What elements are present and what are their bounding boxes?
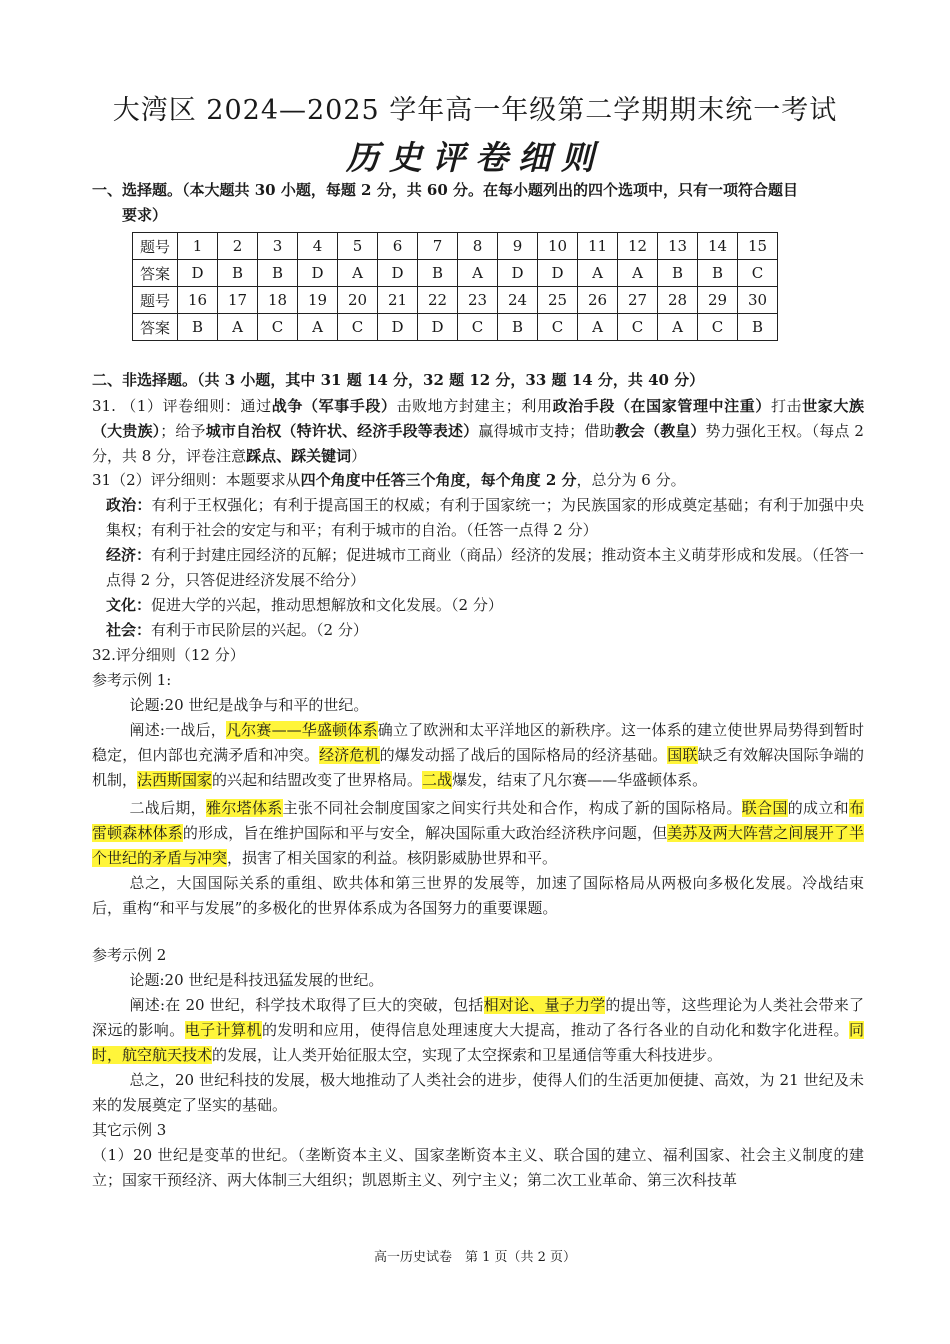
question-number-cell: 10 [538,233,578,260]
question-number-cell: 3 [258,233,298,260]
question-number-cell: 11 [578,233,618,260]
answer-option-cell: D [418,314,458,341]
exam-title: 大湾区 2024—2025 学年高一年级第二学期期末统一考试 [112,95,838,126]
answer-option-cell: D [298,260,338,287]
question-number-cell: 29 [698,287,738,314]
answer-option-cell: D [498,260,538,287]
answer-option-cell: A [338,260,378,287]
answer-option-cell: D [378,314,418,341]
culture-criteria: 文化：促进大学的兴起，推动思想解放和文化发展。（2 分） [106,596,503,614]
example3-label: 其它示例 3 [92,1121,167,1139]
answer-option-cell: A [218,314,258,341]
answer-option-cell: B [658,260,698,287]
economy-criteria: 经济：有利于封建庄园经济的瓦解；促进城市工商业（商品）经济的发展；推动资本主义萌芽形成和发展。（任答一点得 2 分，只答促进经济发展不给分） [106,546,864,589]
row-label: 题号 [133,287,178,314]
question-number-cell: 6 [378,233,418,260]
row-label: 题号 [133,233,178,260]
answer-option-cell: C [538,314,578,341]
answer-option-cell: C [258,314,298,341]
example1-para2: 二战后期，雅尔塔体系主张不同社会制度国家之间实行共处和合作，构成了新的国际格局。联合国的成立和布雷顿森林体系的形成，旨在维护国际和平与安全，解决国际重大政治经济秩序问题，但美苏及两大阵营之间展开了半个世纪的矛盾与冲突，损害了相关国家的利益。核阴影威胁世界和平。 [92,799,864,867]
answer-option-cell: A [658,314,698,341]
question-number-cell: 20 [338,287,378,314]
answer-option-cell: B [218,260,258,287]
q32-rubric [92,643,864,1193]
society-criteria: 社会：有利于市民阶层的兴起。（2 分） [106,621,368,639]
answer-option-cell: B [738,314,778,341]
question-number-cell: 22 [418,287,458,314]
question-number-cell: 4 [298,233,338,260]
example2-para2: 总之，20 世纪科技的发展，极大地推动了人类社会的进步，使得人们的生活更加便捷、高效，为 21 世纪及未来的发展奠定了坚实的基础。 [92,1071,864,1114]
q31-part2-rubric: 31（2）评分细则：本题要求从四个角度中任答三个角度，每个角度 2 分，总分为 6 分。 政治：有利于王权强化；有利于提高国王的权威；有利于国家统一；为民族国家的形成奠定基础；有利于加强中央集权；有利于社会的安定与和平；有利于城市的自治。（任答一点得 2 分） 经济：有利于封建庄园经济的瓦解；促进城市工商业（商品）经济的发展；推动资本主义萌芽形成和发展。（任答一点得 2 分，只答促进经济发展不给分） 文化：促进大学的兴起，推动思想解放和文化发展。（2 分） 社会：有利于市民阶层的兴起。（2 分） [92,468,864,643]
question-number-cell: 28 [658,287,698,314]
answer-row [133,260,778,287]
question-number-cell: 8 [458,233,498,260]
question-number-row [133,233,778,260]
politics-criteria: 政治：有利于王权强化；有利于提高国王的权威；有利于国家统一；为民族国家的形成奠定基础；有利于加强中央集权；有利于社会的安定与和平；有利于城市的自治。（任答一点得 2 分） [106,496,864,539]
question-number-cell: 21 [378,287,418,314]
answer-option-cell: C [698,314,738,341]
question-number-cell: 15 [738,233,778,260]
page-footer: 高一历史试卷 第 1 页（共 2 页） [373,1250,577,1265]
example2-para1: 阐述:在 20 世纪，科学技术取得了巨大的突破，包括相对论、量子力学的提出等，这些理论为人类社会带来了深远的影响。电子计算机的发明和应用，使得信息处理速度大大提高，推动了各行各业的自动化和数字化进程。同时，航空航天技术的发展，让人类开始征服太空，实现了太空探索和卫星通信等重大科技进步。 [92,996,864,1064]
question-number-cell: 9 [498,233,538,260]
answer-option-cell: B [178,314,218,341]
question-number-cell: 19 [298,287,338,314]
question-number-cell: 30 [738,287,778,314]
answer-option-cell: B [698,260,738,287]
question-number-row [133,287,778,314]
answer-option-cell: A [618,260,658,287]
answer-option-cell: B [418,260,458,287]
answer-option-cell: B [258,260,298,287]
answer-option-cell: D [378,260,418,287]
answer-option-cell: A [458,260,498,287]
answer-option-cell: A [298,314,338,341]
example3-para1: （1）20 世纪是变革的世纪。（垄断资本主义、国家垄断资本主义、联合国的建立、福利国家、社会主义制度的建立；国家干预经济、两大体制三大组织；凯恩斯主义、列宁主义；第二次工业革命、第三次科技革 [92,1146,864,1189]
question-number-cell: 14 [698,233,738,260]
answer-option-cell: A [578,260,618,287]
answer-table [132,232,778,341]
answer-option-cell: C [738,260,778,287]
example1-label: 参考示例 1: [92,671,172,689]
answer-option-cell: C [338,314,378,341]
question-number-cell: 12 [618,233,658,260]
example1-para1: 阐述:一战后，凡尔赛——华盛顿体系确立了欧洲和太平洋地区的新秩序。这一体系的建立使世界局势得到暂时稳定，但内部也充满矛盾和冲突。经济危机的爆发动摇了战后的国际格局的经济基础。国联缺乏有效解决国际争端的机制，法西斯国家的兴起和结盟改变了世界格局。二战爆发，结束了凡尔赛——华盛顿体系。 [92,721,864,789]
question-number-cell: 13 [658,233,698,260]
row-label: 答案 [133,314,178,341]
answer-option-cell: D [178,260,218,287]
question-number-cell: 18 [258,287,298,314]
answer-row [133,314,778,341]
question-number-cell: 17 [218,287,258,314]
answer-option-cell: D [538,260,578,287]
question-number-cell: 24 [498,287,538,314]
answer-option-cell: A [578,314,618,341]
question-number-cell: 23 [458,287,498,314]
example1-thesis: 论题:20 世纪是战争与和平的世纪。 [129,696,369,714]
q32-heading: 32.评分细则（12 分） [92,646,245,664]
example1-para3: 总之，大国国际关系的重组、欧共体和第三世界的发展等，加速了国际格局从两极向多极化发展。冷战结束后，重构“和平与发展”的多极化的世界体系成为各国努力的重要课题。 [92,874,864,917]
question-number-cell: 27 [618,287,658,314]
question-number-cell: 16 [178,287,218,314]
document-subtitle: 历史评卷细则 [346,138,604,177]
question-number-cell: 2 [218,233,258,260]
question-number-cell: 25 [538,287,578,314]
question-number-cell: 7 [418,233,458,260]
question-number-cell: 5 [338,233,378,260]
answer-option-cell: C [618,314,658,341]
answer-option-cell: C [458,314,498,341]
question-number-cell: 1 [178,233,218,260]
row-label: 答案 [133,260,178,287]
example2-label: 参考示例 2 [92,946,167,964]
section2-heading: 二、非选择题。（共 3 小题，其中 31 题 14 分，32 题 12 分，33 题 14 分，共 40 分） [92,371,705,389]
example2-thesis: 论题:20 世纪是科技迅猛发展的世纪。 [129,971,384,989]
answer-option-cell: B [498,314,538,341]
section1-heading: 一、选择题。（本大题共 30 小题，每题 2 分，共 60 分。在每小题列出的四个选项中，只有一项符合题目 要求） [92,181,799,224]
q31-part1-rubric: 31. （1）评卷细则：通过战争（军事手段）击败地方封建主；利用政治手段（在国家管理中注重）打击世家大族（大贵族）；给予城市自治权（特许状、经济手段等表述）赢得城市支持；借助教会（教皇）势力强化王权。（每点 2 分，共 8 分，评卷注意踩点、踩关键词） [92,397,864,465]
question-number-cell: 26 [578,287,618,314]
